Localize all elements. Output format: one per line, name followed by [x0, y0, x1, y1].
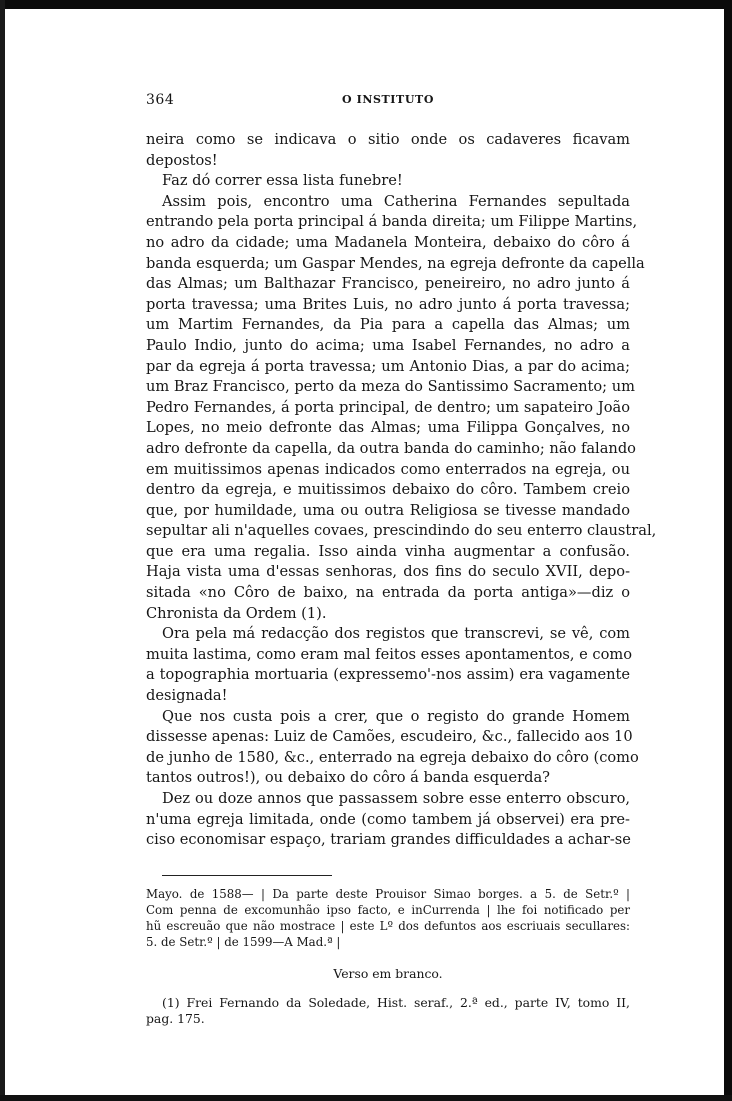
main-text — [146, 130, 657, 851]
text-line: Que nos custa pois a crer, que o registo do grande Homem — [162, 707, 630, 725]
text-line: no adro da cidade; uma Madanela Monteira, debaixo do côro á — [146, 233, 630, 251]
text-line: n'uma egreja limitada, onde (como tambem já observei) era pre- — [146, 810, 630, 828]
text-line: sitada «no Côro de baixo, na entrada da porta antiga»—diz o — [146, 584, 630, 602]
text-line: de junho de 1580, &c., enterrado na egreja debaixo do côro (como — [146, 748, 639, 766]
text-line: um Braz Francisco, perto da meza do Santissimo Sacramento; um — [146, 378, 635, 396]
footnote — [146, 995, 630, 1027]
text-line: um Martim Fernandes, da Pia para a capella das Almas; um — [146, 316, 630, 334]
text-line: Paulo Indio, junto do acima; uma Isabel Fernandes, no adro a — [146, 336, 630, 354]
page-number: 364 — [146, 92, 175, 108]
footnote-line: (1) Frei Fernando da Soledade, Hist. seraf., 2.ª ed., parte IV, tomo II, — [162, 994, 630, 1010]
book-page — [146, 88, 657, 1027]
text-line: das Almas; um Balthazar Francisco, peneireiro, no adro junto á — [146, 275, 630, 293]
text-line: que, por humildade, uma ou outra Religiosa se tivesse mandado — [146, 501, 630, 519]
transcription-line: Mayo. de 1588— | Da parte deste Prouisor Simao borges. a 5. de Setr.º | — [146, 886, 630, 901]
text-line: depostos! — [146, 151, 218, 169]
text-line: adro defronte da capella, da outra banda do caminho; não falando — [146, 439, 636, 457]
text-line: Faz dó correr essa lista funebre! — [162, 172, 403, 190]
text-line: banda esquerda; um Gaspar Mendes, na egreja defronte da capella — [146, 254, 645, 272]
text-line: sepultar ali n'aquelles covaes, prescindindo do seu enterro claustral, — [146, 522, 657, 540]
text-line: ciso economisar espaço, trariam grandes difficuldades a achar-se — [146, 831, 631, 849]
transcription-line: Com penna de excomunhão ipso facto, e inCurrenda | lhe foi notificado per — [146, 902, 630, 917]
running-title: O INSTITUTO — [341, 93, 435, 106]
text-line: Assim pois, encontro uma Catherina Fernandes sepultada — [162, 192, 630, 210]
text-line: par da egreja á porta travessa; um Antonio Dias, a par do acima; — [146, 357, 630, 375]
text-line: Chronista da Ordem (1). — [146, 604, 327, 622]
scan-edge-bottom — [0, 1095, 732, 1101]
text-line: Ora pela má redacção dos registos que transcrevi, se vê, com — [162, 625, 630, 643]
text-line: tantos outros!), ou debaixo do côro á banda esquerda? — [146, 769, 550, 787]
text-line: porta travessa; uma Brites Luis, no adro junto á porta travessa; — [146, 295, 630, 313]
scan-edge-left — [0, 0, 5, 1101]
text-line: designada! — [146, 687, 228, 705]
document-transcription — [146, 886, 630, 950]
footnote-line: pag. 175. — [146, 1010, 205, 1026]
text-line: em muitissimos apenas indicados como enterrados na egreja, ou — [146, 460, 630, 478]
text-line: dissesse apenas: Luiz de Camões, escudeiro, &c., fallecido aos 10 — [146, 728, 633, 746]
text-line: Lopes, no meio defronte das Almas; uma Filippa Gonçalves, no — [146, 419, 630, 437]
transcription-line: 5. de Setr.º | de 1599—A Mad.ª | — [146, 934, 341, 949]
text-line: que era uma regalia. Isso ainda vinha augmentar a confusão. — [146, 542, 630, 560]
text-line: Pedro Fernandes, á porta principal, de dentro; um sapateiro João — [146, 398, 630, 416]
text-line: Haja vista uma d'essas senhoras, dos fins do seculo XVII, depo- — [146, 563, 630, 581]
transcription-line: hũ escreuão que não mostrace | este Lº dos defuntos aos escriuais secullares: — [146, 918, 630, 933]
scan-edge-right — [724, 0, 732, 1101]
text-line: Dez ou doze annos que passassem sobre esse enterro obscuro, — [162, 790, 630, 807]
text-line: a topographia mortuaria (expressemo'-nos assim) era vagamente — [146, 666, 630, 684]
notes-divider — [162, 875, 332, 876]
verso-note: Verso em branco. — [333, 965, 443, 981]
text-line: muita lastima, como eram mal feitos esses apontamentos, e como — [146, 645, 632, 663]
text-line: neira como se indicava o sitio onde os cadaveres ficavam — [146, 131, 630, 148]
scan-edge-top — [0, 0, 732, 9]
text-line: entrando pela porta principal á banda direita; um Filippe Martins, — [146, 213, 638, 231]
page-header — [146, 88, 630, 116]
text-line: dentro da egreja, e muitissimos debaixo do côro. Tambem creio — [146, 481, 630, 499]
